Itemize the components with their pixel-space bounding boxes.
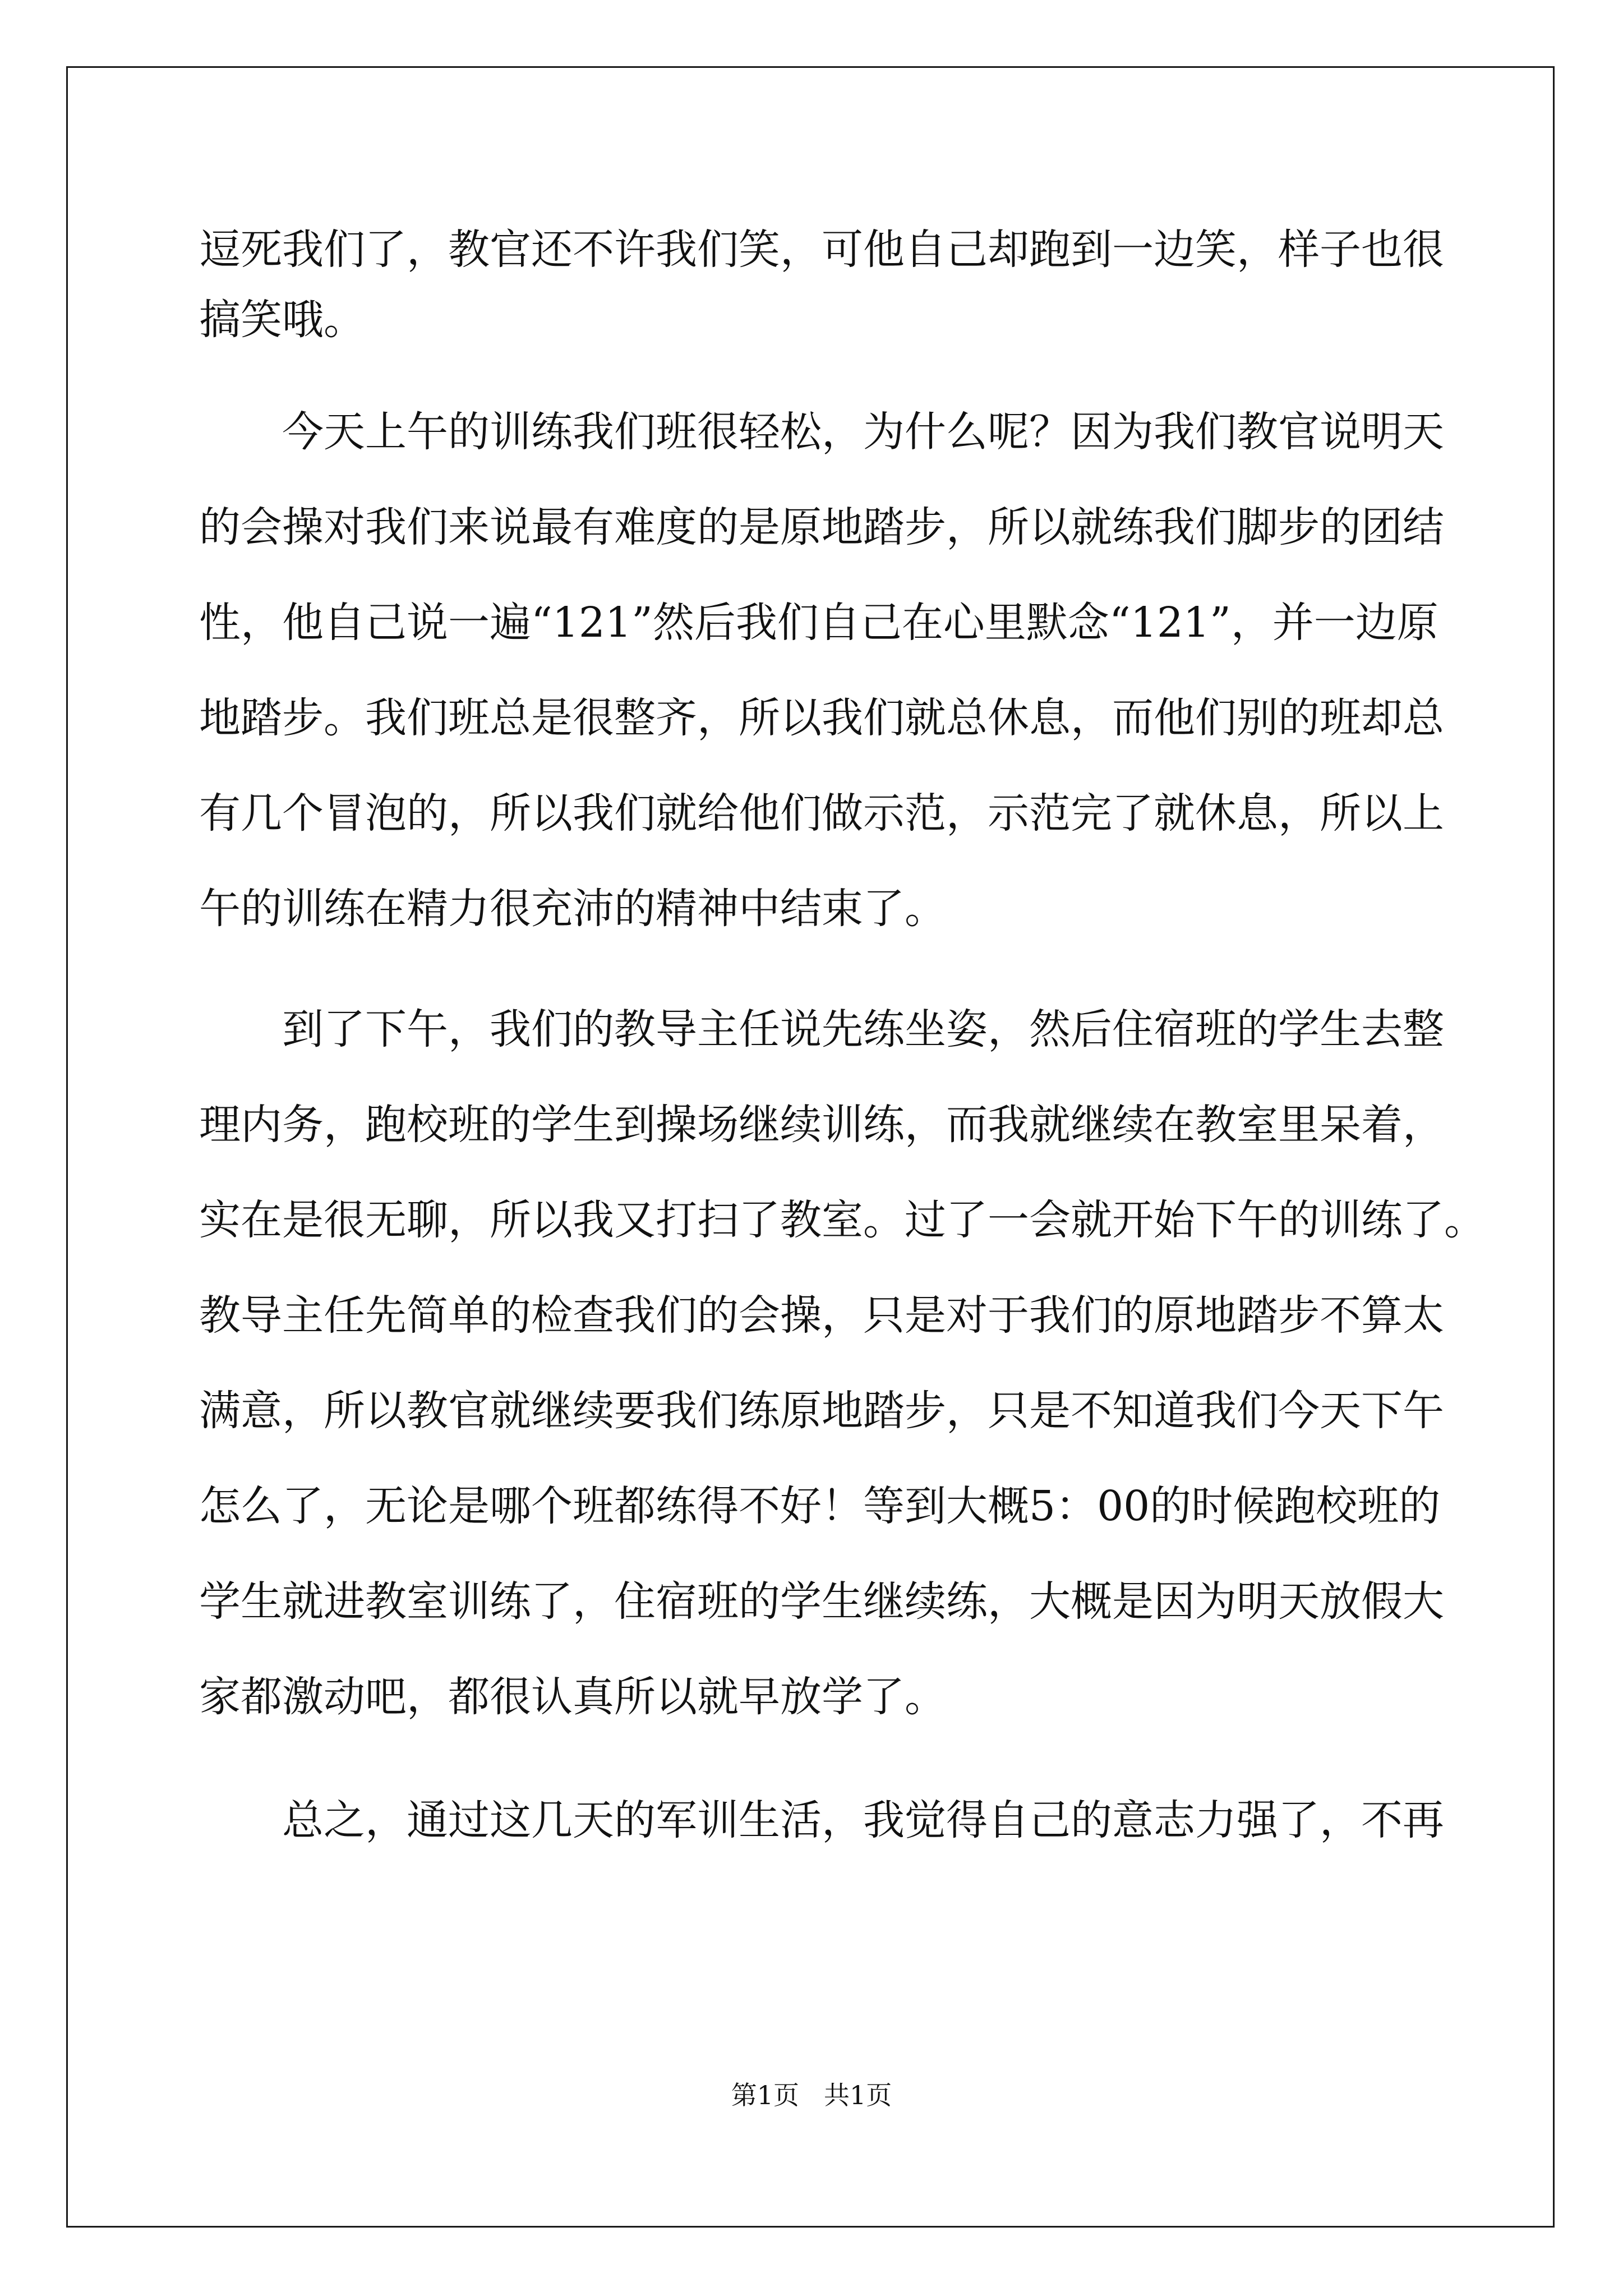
body-line: 搞笑哦。 bbox=[199, 296, 365, 344]
body-line: 到了下午，我们的教导主任说先练坐姿，然后住宿班的学生去整 bbox=[199, 1005, 1444, 1053]
body-line: 的会操对我们来说最有难度的是原地踏步，所以就练我们脚步的团结 bbox=[199, 503, 1444, 551]
page-footer bbox=[0, 2078, 1623, 2112]
body-line: 地踏步。我们班总是很整齐，所以我们就总休息，而他们别的班却总 bbox=[199, 694, 1444, 742]
body-line: 教导主任先简单的检查我们的会操，只是对于我们的原地踏步不算太 bbox=[199, 1291, 1444, 1340]
body-line: 家都激动吧，都很认真所以就早放学了。 bbox=[199, 1673, 946, 1721]
page-total: 共1页 bbox=[823, 2080, 892, 2110]
body-line: 午的训练在精力很充沛的精神中结束了。 bbox=[199, 885, 946, 933]
body-line: 今天上午的训练我们班很轻松，为什么呢？因为我们教官说明天 bbox=[199, 408, 1444, 456]
body-line: 逗死我们了，教官还不许我们笑，可他自己却跑到一边笑，样子也很 bbox=[199, 226, 1444, 274]
body-line: 总之，通过这几天的军训生活，我觉得自己的意志力强了，不再 bbox=[199, 1796, 1444, 1844]
body-line: 学生就进教室训练了，住宿班的学生继续练，大概是因为明天放假大 bbox=[199, 1577, 1444, 1626]
body-line: 实在是很无聊，所以我又打扫了教室。过了一会就开始下午的训练了。 bbox=[199, 1196, 1486, 1244]
body-line: 有几个冒泡的，所以我们就给他们做示范，示范完了就休息，所以上 bbox=[199, 789, 1444, 838]
body-line: 怎么了，无论是哪个班都练得不好！等到大概5：00的时候跑校班的 bbox=[199, 1482, 1441, 1530]
body-line: 理内务，跑校班的学生到操场继续训练，而我就继续在教室里呆着， bbox=[199, 1101, 1444, 1149]
page-number: 第1页 bbox=[731, 2080, 800, 2110]
body-line: 性，他自己说一遍“121”然后我们自己在心里默念“121”，并一边原 bbox=[199, 599, 1438, 647]
body-line: 满意，所以教官就继续要我们练原地踏步，只是不知道我们今天下午 bbox=[199, 1387, 1444, 1435]
